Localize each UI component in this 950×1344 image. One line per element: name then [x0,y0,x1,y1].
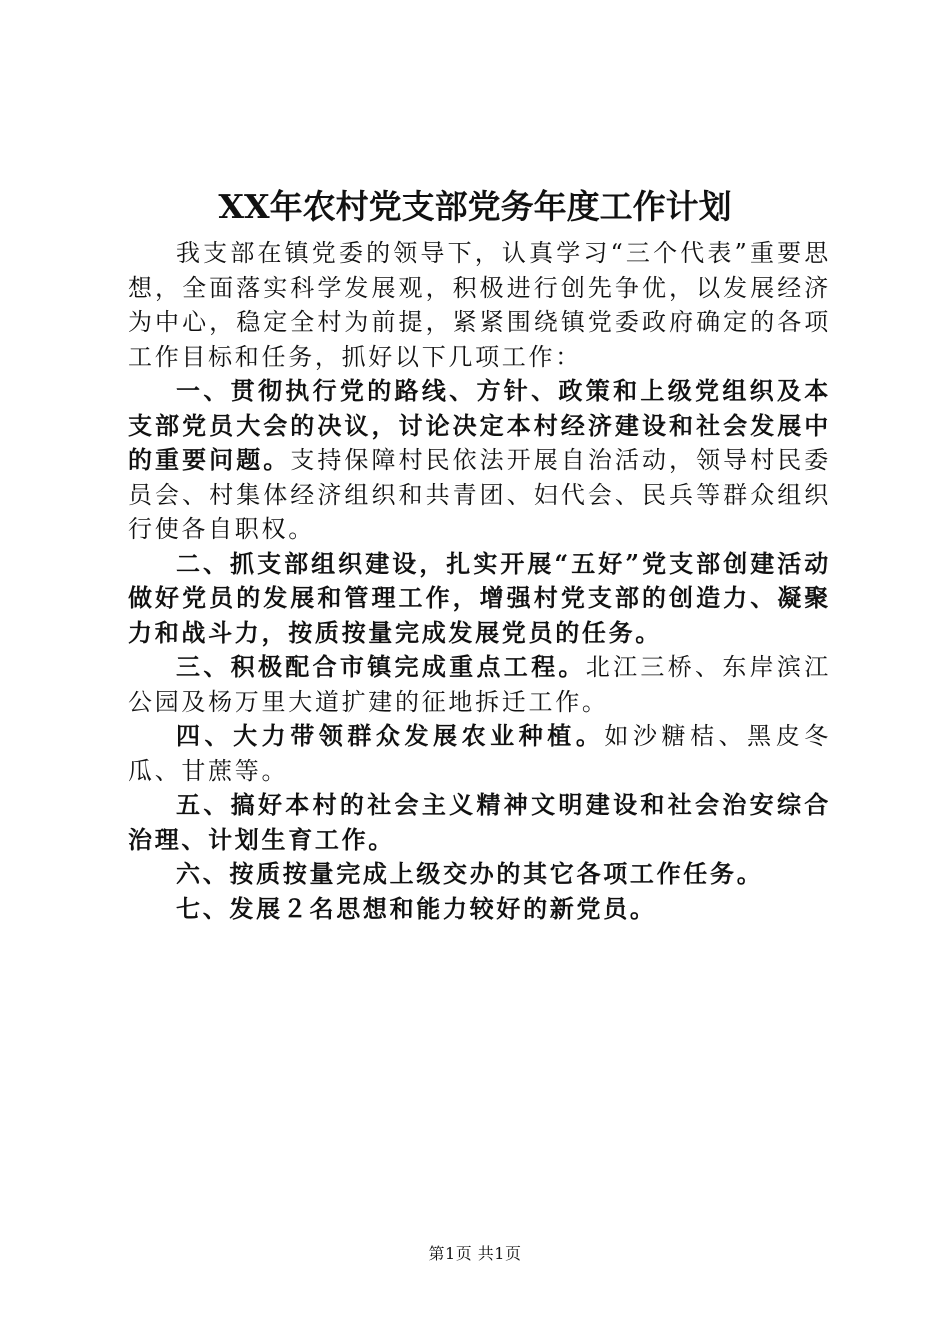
item-5-heading: 五、搞好本村的社会主义精神文明建设和社会治安综合治理、计划生育工作。 [128,790,831,854]
document-title: XX年农村党支部党务年度工作计划 [218,187,732,226]
item-6-heading: 六、按质按量完成上级交办的其它各项工作任务。 [176,859,764,888]
page-number-footer: 第1页 共1页 [428,1244,522,1263]
item-7-paragraph [128,892,831,927]
document-body [128,236,831,926]
item-4-heading: 四、大力带领群众发展农业种植。 [176,721,605,750]
item-1-heading: 一、贯彻执行党的路线、方针、政策和上级党组织及本支部党员大会的决议，讨论决定本村经济建设和社会发展中的重要问题。 [128,376,831,474]
item-2-heading: 二、抓支部组织建设，扎实开展“五好”党支部创建活动做好党员的发展和管理工作，增强村党支部的创造力、凝聚力和战斗力，按质按量完成发展党员的任务。 [128,548,831,647]
item-1-paragraph [128,374,831,547]
item-3-paragraph [128,650,831,719]
item-7-heading: 七、发展２名思想和能力较好的新党员。 [176,893,657,923]
item-5-paragraph [128,788,831,857]
item-6-paragraph [128,857,831,892]
item-3-detail: 北江三桥、东岸滨江公园及杨万里大道扩建的征地拆迁工作。 [128,653,831,716]
intro-paragraph: 我支部在镇党委的领导下，认真学习“三个代表”重要思想，全面落实科学发展观，积极进行创先争优，以发展经济为中心，稳定全村为前提，紧紧围绕镇党委政府确定的各项工作目标和任务，抓好以下几项工作： [128,239,831,371]
item-2-paragraph [128,547,831,651]
item-4-paragraph [128,719,831,788]
item-1-detail: 支持保障村民依法开展自治活动，领导村民委员会、村集体经济组织和共青团、妇代会、民兵等群众组织行使各自职权。 [128,446,831,543]
item-4-detail: 如沙糖桔、黑皮冬瓜、甘蔗等。 [128,722,832,785]
item-3-heading: 三、积极配合市镇完成重点工程。 [176,652,586,681]
